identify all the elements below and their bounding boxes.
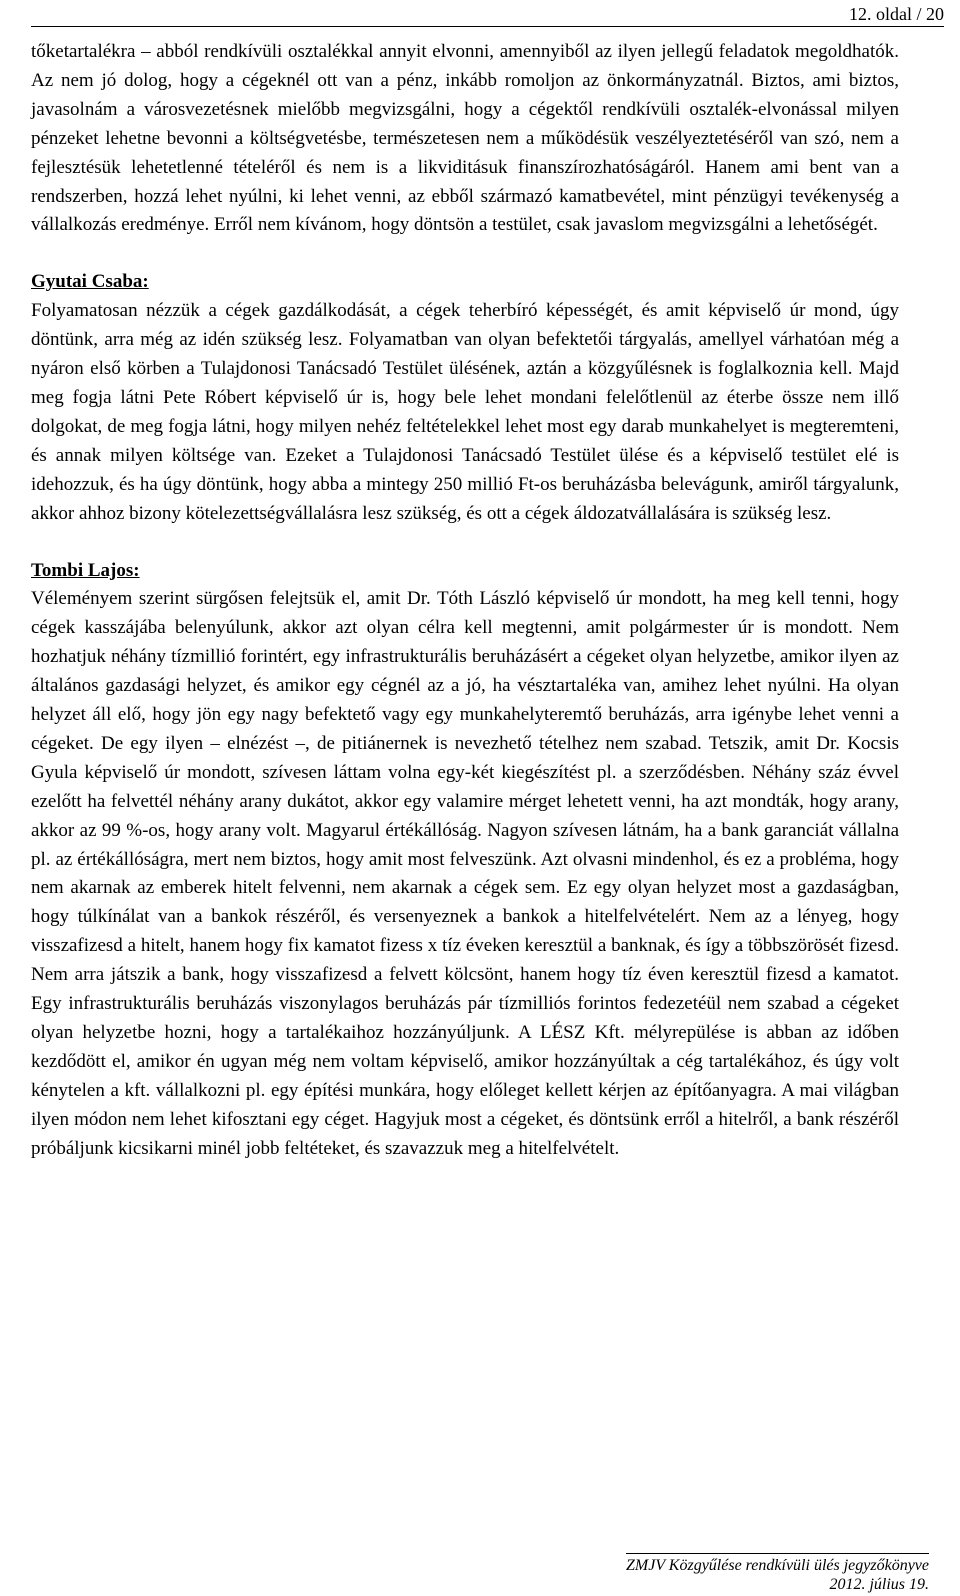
page-footer <box>626 1553 929 1594</box>
page-header <box>31 2 944 27</box>
footer-date: 2012. július 19. <box>829 1576 929 1593</box>
paragraph-continuation: tőketartalékra – abból rendkívüli osztalékkal annyit elvonni, amennyiből az ilyen jellegű feladatok megoldhatók. Az nem jó dolog, hogy a cégeknél ott van a pénz, inkább romoljon az önkormányzatnál. Biztos, ami biztos, javasolnám a városvezetésnek mielőbb megvizsgálni, hogy a cégektől rendkívüli osztalék-elvonással milyen pénzeket lehetne bevonni a költségvetésbe, természetesen nem a működésük veszélyeztetéséről van szó, nem a fejlesztésük lehetetlenné tételéről és nem is a likviditásuk finanszírozhatóságáról. Hanem ami bent van a rendszerben, hozzá lehet nyúlni, ki lehet venni, az ebből származó kamatbevétel, mint pénzügyi tevékenység a vállalkozás eredménye. Erről nem kívánom, hogy döntsön a testület, csak javaslom megvizsgálni a lehetőségét. <box>31 41 899 236</box>
speaker-name-tombi: Tombi Lajos: <box>31 559 140 581</box>
paragraph-tombi: Véleményem szerint sürgősen felejtsük el, amit Dr. Tóth László képviselő úr mondott, ha meg kell tenni, hogy cégek kasszájába belenyúlunk, akkor azt olyan célra kell megtenni, amit polgármester úr is mondott. Nem hozhatjuk néhány tízmillió forintért, egy infrastrukturális beruházásért a cégeket olyan helyzetbe, amikor ilyen az általános gazdasági helyzet, és amikor egy cégnél az a jó, ha vésztartaléka van, amihez lehet nyúlni. Ha olyan helyzet áll elő, hogy jön egy nagy befektető vagy egy munkahelyteremtő beruházás, arra igénybe lehet venni a cégeket. De egy ilyen – elnézést –, de pitiánernek is nevezhető tételhez nem szabad. Tetszik, amit Dr. Kocsis Gyula képviselő úr mondott, szívesen láttam volna egy-két kiegészítést pl. a szerződésben. Néhány száz évvel ezelőtt ha felvettél néhány arany dukátot, akkor egy valamire mérget lehetett venni, ha azt mondták, hogy arany, akkor az 99 %-os, hogy arany volt. Magyarul értékállóság. Nagyon szívesen látnám, ha a bank garanciát vállalna pl. az értékállóságra, mert nem biztos, hogy amit most felveszünk. Azt olvasni mindenhol, és ez a probléma, hogy nem akarnak az emberek hitelt felvenni, nem akarnak a cégek sem. Ez egy olyan helyzet most a gazdaságban, hogy túlkínálat van a bankok részéről, és versenyeznek a bankok a hitelfelvételért. Nem az a lényeg, hogy visszafizesd a hitelt, hanem hogy fix kamatot fizess x tíz éveken keresztül a banknak, és így a többszörösét fizesd. Nem arra játszik a bank, hogy visszafizesd a felvett kölcsönt, hanem hogy tíz éven keresztül fizesd a kamatot. Egy infrastrukturális beruházás viszonylagos beruházás pár tízmilliós forintos fedezetéül nem szabad a cégeket olyan helyzetbe hozni, hogy a tartalékaihoz hozzányúljunk. A LÉSZ Kft. mélyrepülése is abban az időben kezdődött el, amikor én ugyan még nem voltam képviselő, amikor hozzányúltak a cég tartalékához, és úgy volt kénytelen a kft. vállalkozni pl. egy építési munkára, hogy előleget kellett kérjen az építőanyagra. A mai világban ilyen módon nem lehet kifosztani egy céget. Hagyjuk most a cégeket, és döntsünk erről a hitelről, a bank részéről próbáljunk kicsikarni minél jobb feltéteket, és szavazzuk meg a hitelfelvételt. <box>31 588 899 1159</box>
document-body <box>31 38 899 1164</box>
page-number: 12. oldal / 20 <box>849 4 944 24</box>
footer-title: ZMJV Közgyűlése rendkívüli ülés jegyzőkönyve <box>626 1553 929 1575</box>
paragraph-gyutai: Folyamatosan nézzük a cégek gazdálkodását, a cégek teherbíró képességét, és amit képviselő úr mond, úgy döntünk, arra még az idén szükség lesz. Folyamatban van olyan befektetői tárgyalás, amellyel várhatóan még a nyáron első körben a Tulajdonosi Tanácsadó Testület ülésének, aztán a közgyűlésnek is foglalkoznia kell. Majd meg fogja látni Pete Róbert képviselő úr is, hogy bele lehet mondani felelőtlenül az éterbe össze nem illő dolgokat, de meg fogja látni, hogy milyen nehéz feltételekkel lehet most egy darab munkahelyet is megteremteni, és annak milyen költsége van. Ezeket a Tulajdonosi Tanácsadó Testület ülése és a képviselő testület elé is idehozzuk, és ha úgy döntünk, hogy abba a mintegy 250 millió Ft-os beruházásba belevágunk, amiről tárgyalunk, akkor ahhoz bizony kötelezettségvállalásra lesz szükség, és ott a cégek áldozatvállalására is szükség lesz. <box>31 300 899 524</box>
speaker-name-gyutai: Gyutai Csaba: <box>31 271 149 293</box>
